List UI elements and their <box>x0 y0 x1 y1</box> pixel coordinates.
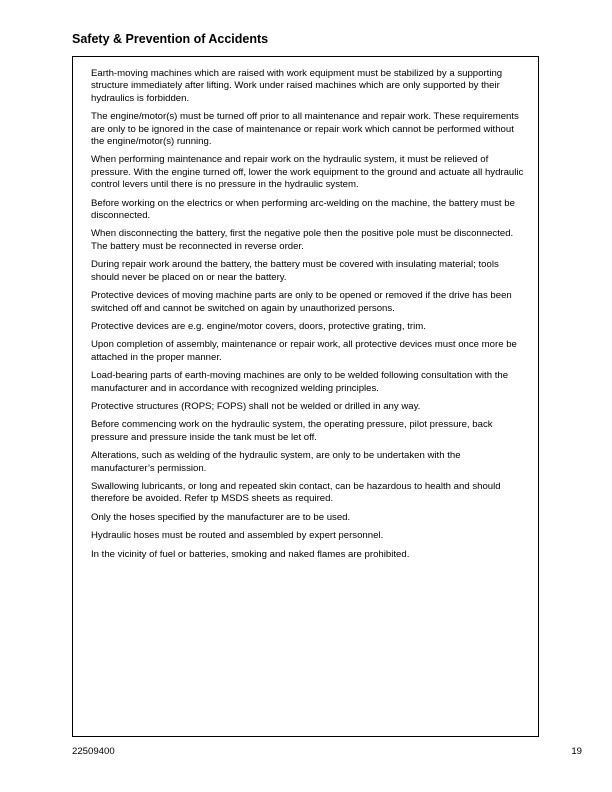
page-number: 19 <box>571 746 582 757</box>
document-number: 22509400 <box>72 746 115 757</box>
safety-paragraph: Protective devices of moving machine parts are only to be opened or removed if the drive has been switched off and cannot be switched on again by unauthorized persons. <box>91 290 512 314</box>
safety-paragraph: Hydraulic hoses must be routed and assembled by expert personnel. <box>91 530 384 542</box>
safety-paragraph: Swallowing lubricants, or long and repeated skin contact, can be hazardous to health and should therefore be avoided. Refer tp MSDS sheets as required. <box>91 480 501 505</box>
safety-paragraph: The engine/motor(s) must be turned off prior to all maintenance and repair work. These requirements are only to be ignored in the case of maintenance or repair work which cannot be performed without the engine/motor(s) running. <box>91 111 519 148</box>
safety-paragraph: Load-bearing parts of earth-moving machines are only to be welded following consultation with the manufacturer and in accordance with recognized welding principles. <box>91 370 509 394</box>
safety-content-box <box>72 56 539 737</box>
safety-paragraph: Upon completion of assembly, maintenance or repair work, all protective devices must once more be attached in the proper manner. <box>91 339 517 363</box>
safety-paragraph: Before working on the electrics or when performing arc-welding on the machine, the battery must be disconnected. <box>91 197 515 222</box>
safety-paragraph: Only the hoses specified by the manufacturer are to be used. <box>91 511 351 523</box>
safety-paragraph: Before commencing work on the hydraulic system, the operating pressure, pilot pressure, back pressure and pressure inside the tank must be let off. <box>91 419 493 443</box>
page-title: Safety & Prevention of Accidents <box>72 32 269 46</box>
safety-paragraph: Alterations, such as welding of the hydraulic system, are only to be undertaken with the manufacturer’s permission. <box>91 450 461 474</box>
safety-paragraph: In the vicinity of fuel or batteries, smoking and naked flames are prohibited. <box>91 548 410 560</box>
safety-paragraph: Protective structures (ROPS; FOPS) shall not be welded or drilled in any way. <box>91 400 421 412</box>
safety-paragraph: When disconnecting the battery, first the negative pole then the positive pole must be disconnected. The battery must be reconnected in reverse order. <box>91 228 514 252</box>
safety-paragraph: During repair work around the battery, the battery must be covered with insulating material; tools should never be placed on or near the battery. <box>91 259 499 283</box>
safety-paragraph: Earth-moving machines which are raised with work equipment must be stabilized by a supporting structure immediately after lifting. Work under raised machines which are only supported by their hydraulics is forbidden. <box>91 68 503 104</box>
safety-paragraph: When performing maintenance and repair work on the hydraulic system, it must be relieved of pressure. With the engine turned off, lower the work equipment to the ground and actuate all hydraulic control levers until there is no pressure in the hydraulic system. <box>91 154 524 191</box>
safety-paragraph: Protective devices are e.g. engine/motor covers, doors, protective grating, trim. <box>91 320 426 332</box>
